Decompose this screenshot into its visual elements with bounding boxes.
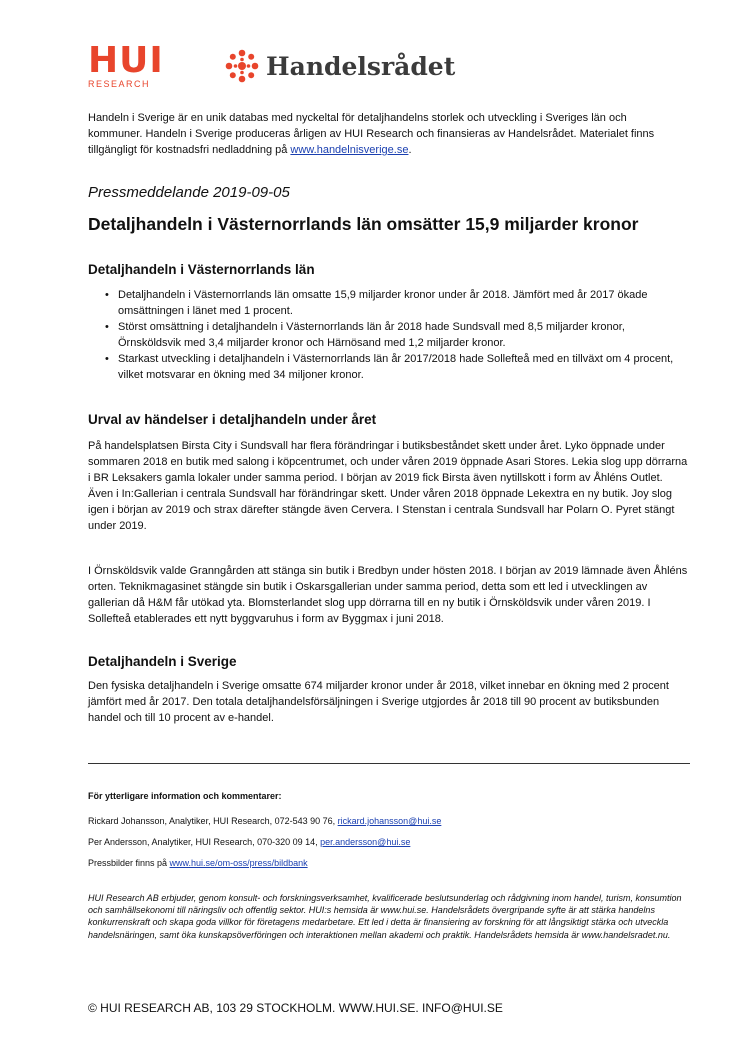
footer: © HUI RESEARCH AB, 103 29 STOCKHOLM. WWW.HUI.SE. INFO@HUI.SE <box>88 1001 503 1015</box>
handelsradet-flower-icon <box>224 48 260 84</box>
sverige-paragraph: Den fysiska detaljhandeln i Sverige omsatte 674 miljarder kronor under år 2018, vilket innebar en ökning med 2 procent jämfört med år 2017. Den totala detaljhandelsförsäljningen i Sverige utgjordes år 2018 till 90 procent av butiksbunden handel och till 10 procent av e-handel. <box>88 680 669 724</box>
intro-text: Handeln i Sverige är en unik databas med nyckeltal för detaljhandelns storlek och utveckling i Sveriges län och kommuner. Handeln i Sverige produceras årligen av HUI Research och finansieras av Handelsrådet. Materialet finns tillgängligt för kostnadsfri nedladdning på <box>88 112 655 156</box>
logo-bar <box>88 40 488 94</box>
press-images <box>88 857 308 869</box>
section-heading-events: Urval av händelser i detaljhandeln under året <box>88 412 377 427</box>
contact-per <box>88 836 410 848</box>
email-link-per[interactable]: per.andersson@hui.se <box>320 837 411 847</box>
about-paragraph: HUI Research AB erbjuder, genom konsult- och forskningsverksamhet, kvalificerade beslutsunderlag och rådgivning inom handel, turism, konsumtion och samhällsekonomi till näringsliv och offentlig sektor. HUI:s hemsida är www.hui.se. Handelsrådets övergripande syfte är att stärka handelns konkurrenskraft och skapa goda villkor för företagens medarbetare. Ett led i detta är finansiering av forskning för att långsiktigt stärka och utveckla handelsnäringen, samt öka kunskapsöverföringen och interaktionen mellan akademi och praktik. Handelsrådets hemsida är www.handelsradet.nu. <box>88 893 682 940</box>
press-images-text: Pressbilder finns på <box>88 858 170 868</box>
intro-text-end: . <box>408 144 412 156</box>
hui-logo-subtext: RESEARCH <box>88 79 151 89</box>
headline: Detaljhandeln i Västernorrlands län omsätter 15,9 miljarder kronor <box>88 214 639 234</box>
bullet-list <box>88 287 688 383</box>
email-link-rickard[interactable]: rickard.johansson@hui.se <box>337 816 442 826</box>
events-paragraph-sundsvall: På handelsplatsen Birsta City i Sundsvall har flera förändringar i butiksbeståndet skett under året. Lyko öppnade under sommaren 2018 en butik med salong i köpcentrumet, och under våren 2019 öppnade Asari Stores. Lekia slog upp dörrarna i BR Leksakers gamla lokaler under samma period. I början av 2019 fick Birsta även nytillskott i form av Åhléns Outlet. Även i In:Gallerian i centrala Sundsvall har förändringar skett. Under våren 2018 öppnade Lekextra en ny butik. Joy slog igen i början av 2019 och strax därefter stängde även Cervera. I Stenstan i centrala Sundsvall har Polarn O. Pyret stängt under 2019. <box>88 440 688 532</box>
press-images-link[interactable]: www.hui.se/om-oss/press/bildbank <box>169 858 308 868</box>
press-release-date: Pressmeddelande 2019-09-05 <box>88 184 290 201</box>
hui-research-logo <box>88 40 164 89</box>
section-heading-sverige: Detaljhandeln i Sverige <box>88 654 237 669</box>
hui-logo-text: HUI <box>88 40 164 81</box>
contact-heading: För ytterligare information och kommentarer: <box>88 791 282 801</box>
contact-text: Per Andersson, Analytiker, HUI Research, 070-320 09 14, <box>88 837 321 847</box>
handelsradet-logo <box>224 48 455 84</box>
events-paragraph-ornskoldsvik: I Örnsköldsvik valde Granngården att stänga sin butik i Bredbyn under hösten 2018. I början av 2019 lämnade även Åhléns orten. Teknikmagasinet stängde sin butik i Oskarsgallerian under samma period, detta som ett led i utvecklingen av gallerian då H&M får utökad yta. Blomsterlandet slog upp dörrarna till en ny butik i Örnsköldsvik under våren 2019. I Sollefteå etablerades ett nytt byggvaruhus i form av Byggmax i juni 2018. <box>88 565 688 625</box>
divider <box>88 763 690 764</box>
handelsradet-logo-text: Handelsrådet <box>266 51 456 81</box>
handelnisverige-link[interactable]: www.handelnisverige.se <box>290 144 409 156</box>
contact-text: Rickard Johansson, Analytiker, HUI Research, 072-543 90 76, <box>88 816 338 826</box>
list-item: • Detaljhandeln i Västernorrlands län omsatte 15,9 miljarder kronor under år 2018. Jämfört med år 2017 ökade omsättningen i länet med 1 procent. <box>88 287 688 319</box>
section-heading-vasternorrland: Detaljhandeln i Västernorrlands län <box>88 262 315 277</box>
contact-rickard <box>88 815 441 827</box>
intro-paragraph <box>88 110 663 158</box>
list-item: • Starkast utveckling i detaljhandeln i Västernorrlands län år 2017/2018 hade Sollefteå med en tillväxt om 4 procent, vilket motsvarar en ökning med 34 miljoner kronor. <box>88 351 688 383</box>
list-item: • Störst omsättning i detaljhandeln i Västernorrlands län år 2018 hade Sundsvall med 8,5 miljarder kronor, Örnsköldsvik med 3,4 miljarder kronor och Härnösand med 1,2 miljarder kronor. <box>88 319 688 351</box>
